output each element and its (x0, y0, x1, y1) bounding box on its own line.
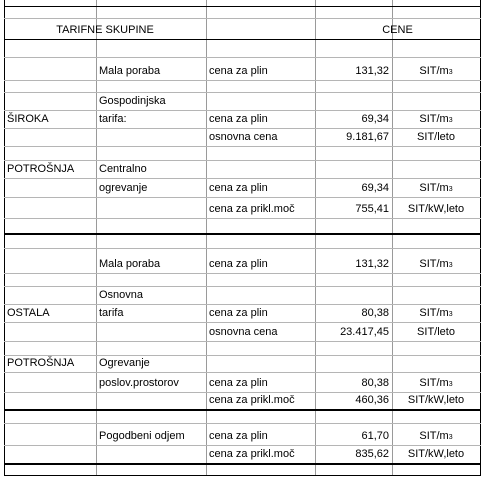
table-row (0, 198, 487, 218)
grid-line (4, 273, 481, 274)
table-row (0, 129, 487, 146)
tariff-name: poslov.prostorov (99, 377, 179, 389)
grid-line (4, 463, 481, 465)
grid-line (4, 341, 481, 342)
price-value: 69,34 (361, 113, 389, 125)
price-unit: SIT/kW,leto (407, 448, 465, 460)
price-unit: SIT/m $^3$ (419, 182, 453, 194)
price-value: 131,32 (355, 258, 389, 270)
header-tariff-groups: TARIFNE SKUPINE (56, 24, 154, 36)
table-row (0, 249, 487, 273)
price-item: cena za plin (209, 430, 268, 442)
tariff-name: Gospodinjska (99, 95, 166, 107)
price-unit: SIT/m $^3$ (419, 377, 453, 389)
group-name: POTROŠNJA (7, 163, 75, 175)
table-row (0, 111, 487, 128)
price-value: 23.417,45 (340, 326, 389, 338)
tariff-name: tarifa: (99, 113, 127, 125)
tariff-name: Osnovna (99, 289, 144, 301)
grid-line (4, 146, 481, 147)
price-unit: SIT/kW,leto (407, 394, 465, 406)
price-value: 131,32 (355, 65, 389, 77)
price-item: cena za plin (209, 65, 268, 77)
price-item: cena za plin (209, 113, 268, 125)
price-item: osnovna cena (209, 326, 278, 338)
tariff-name: ogrevanje (99, 182, 148, 194)
table-row (0, 305, 487, 322)
tariff-name: Centralno (99, 163, 147, 175)
group-name: POTROŠNJA (7, 357, 75, 369)
grid-line (4, 218, 481, 219)
price-value: 460,36 (355, 394, 389, 406)
price-unit: SIT/m $^3$ (419, 65, 453, 77)
header-row (0, 19, 487, 39)
price-unit: SIT/kW,leto (407, 203, 465, 215)
price-value: 69,34 (361, 182, 389, 194)
grid-line (4, 475, 481, 476)
price-item: cena za plin (209, 182, 268, 194)
table-row (0, 287, 487, 304)
table-row (0, 58, 487, 80)
tariff-name: Mala poraba (99, 65, 161, 77)
price-item: cena za prikl.moč (209, 448, 295, 460)
price-item: cena za plin (209, 258, 268, 270)
grid-line (4, 80, 481, 81)
grid-line (4, 409, 481, 411)
price-unit: SIT/leto (417, 131, 455, 143)
table-row (0, 424, 487, 445)
tariff-name: tarifa (99, 307, 124, 319)
table-row (0, 161, 487, 178)
price-item: cena za plin (209, 307, 268, 319)
price-value: 835,62 (355, 448, 389, 460)
price-unit: SIT/leto (417, 326, 455, 338)
table-row (0, 393, 487, 409)
price-item: cena za prikl.moč (209, 203, 295, 215)
price-value: 61,70 (361, 430, 389, 442)
group-name: ŠIROKA (7, 113, 49, 125)
price-unit: SIT/m $^3$ (419, 113, 453, 125)
table-row (0, 179, 487, 197)
grid-line (4, 233, 481, 235)
price-value: 9.181,67 (346, 131, 389, 143)
tariff-name: Mala poraba (99, 258, 161, 270)
group-name: OSTALA (7, 307, 50, 319)
table-row (0, 323, 487, 341)
table-row (0, 93, 487, 110)
table-row (0, 373, 487, 392)
table-row (0, 356, 487, 372)
price-value: 80,38 (361, 307, 389, 319)
price-item: cena za prikl.moč (209, 394, 295, 406)
price-unit: SIT/m $^3$ (419, 430, 453, 442)
table-row (0, 446, 487, 463)
grid-line (4, 6, 481, 7)
price-value: 80,38 (361, 377, 389, 389)
header-prices: CENE (382, 24, 413, 36)
price-value: 755,41 (355, 203, 389, 215)
price-unit: SIT/m $^3$ (419, 307, 453, 319)
price-item: cena za plin (209, 377, 268, 389)
price-item: osnovna cena (209, 131, 278, 143)
tariff-name: Pogodbeni odjem (99, 430, 185, 442)
tariff-name: Ogrevanje (99, 357, 150, 369)
price-unit: SIT/m $^3$ (419, 258, 453, 270)
grid-line (4, 39, 481, 40)
